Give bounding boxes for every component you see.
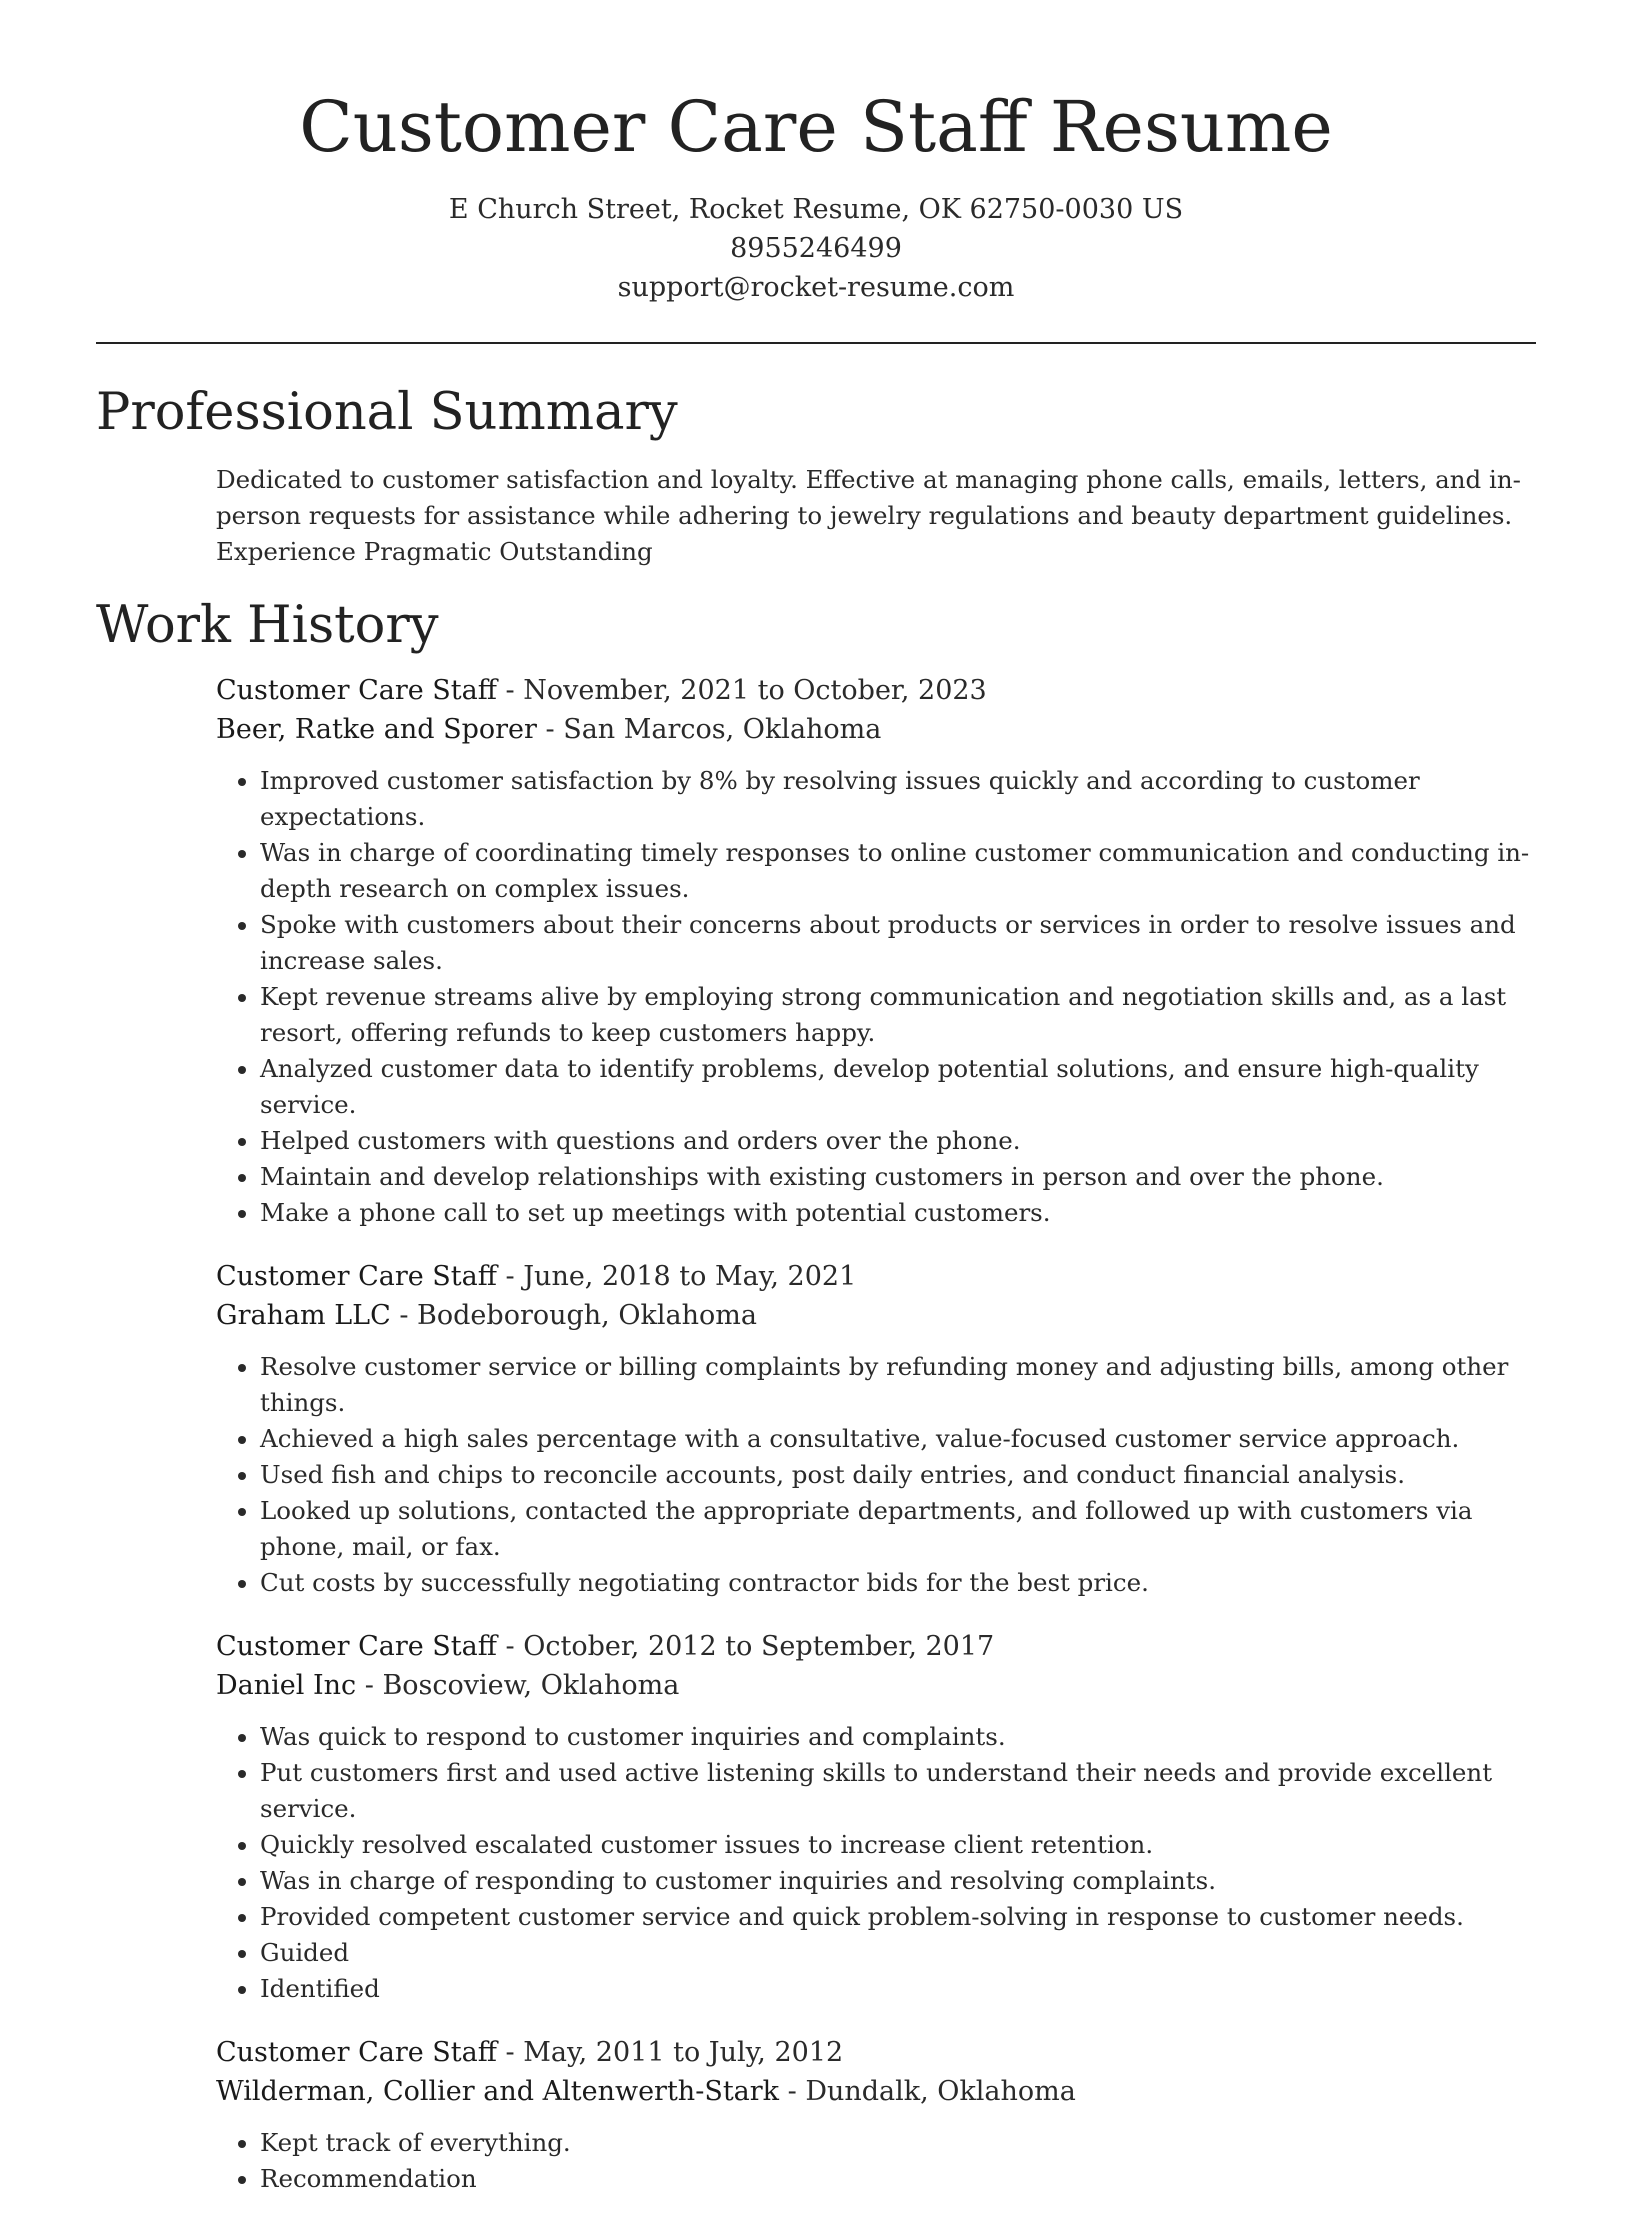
job-title: Customer Care Staff (216, 1631, 497, 1662)
list-item: • Identified (260, 1971, 1536, 2007)
list-item: • Kept track of everything. (260, 2125, 1536, 2161)
company-name: Wilderman, Collier and Altenwerth-Stark (216, 2076, 780, 2107)
job-location: - Bodeborough, Oklahoma (390, 1300, 757, 1331)
job-entry (216, 2033, 1536, 2197)
job-company-line (216, 1666, 1536, 1705)
company-name: Daniel Inc (216, 1670, 357, 1701)
job-location: - Boscoview, Oklahoma (356, 1670, 680, 1701)
job-title: Customer Care Staff (216, 1261, 497, 1292)
work-history-list (216, 671, 1536, 2223)
address-text: E Church Street, Rocket Resume, OK 62750-0030 US (448, 194, 1184, 225)
job-title-line (216, 671, 1536, 710)
list-item: • Quickly resolved escalated customer issues to increase client retention. (260, 1827, 1536, 1863)
job-duties-list (216, 2125, 1536, 2197)
page-title: Customer Care Staff Resume (299, 86, 1333, 168)
list-item: • Resolve customer service or billing complaints by refunding money and adjusting bills, among other things. (260, 1349, 1536, 1421)
header-divider (96, 342, 1536, 344)
list-item: • Make a phone call to set up meetings with potential customers. (260, 1195, 1536, 1231)
job-entry (216, 1257, 1536, 1601)
company-name: Beer, Ratke and Sporer (216, 714, 537, 745)
job-company-line (216, 1296, 1536, 1335)
summary-heading: Professional Summary (96, 383, 678, 442)
list-item: • Recommendation (260, 2161, 1536, 2197)
list-item: • Guided (260, 1935, 1536, 1971)
list-item: • Cut costs by successfully negotiating contractor bids for the best price. (260, 1565, 1536, 1601)
list-item: • Was in charge of coordinating timely responses to online customer communication and conducting in-depth research on complex issues. (260, 835, 1536, 907)
company-name: Graham LLC (216, 1300, 391, 1331)
email-text: support@rocket-resume.com (617, 272, 1015, 303)
list-item: • Spoke with customers about their concerns about products or services in order to resolve issues and increase sales. (260, 907, 1536, 979)
job-location: - Dundalk, Oklahoma (779, 2076, 1076, 2107)
contact-info (0, 190, 1632, 307)
job-title: Customer Care Staff (216, 675, 497, 706)
list-item: • Was quick to respond to customer inquiries and complaints. (260, 1719, 1536, 1755)
list-item: • Improved customer satisfaction by 8% by resolving issues quickly and according to customer expectations. (260, 763, 1536, 835)
list-item: • Kept revenue streams alive by employing strong communication and negotiation skills and, as a last resort, offering refunds to keep customers happy. (260, 979, 1536, 1051)
job-entry (216, 671, 1536, 1231)
list-item: • Used fish and chips to reconcile accounts, post daily entries, and conduct financial analysis. (260, 1457, 1536, 1493)
job-duties-list (216, 763, 1536, 1231)
job-entry (216, 1627, 1536, 2007)
list-item: • Provided competent customer service and quick problem-solving in response to customer needs. (260, 1899, 1536, 1935)
job-title-line (216, 2033, 1536, 2072)
resume-header (0, 82, 1632, 307)
list-item: • Helped customers with questions and orders over the phone. (260, 1123, 1536, 1159)
list-item: • Achieved a high sales percentage with a consultative, value-focused customer service approach. (260, 1421, 1536, 1457)
phone-text: 8955246499 (730, 233, 902, 264)
list-item: • Maintain and develop relationships with existing customers in person and over the phone. (260, 1159, 1536, 1195)
job-title-line (216, 1627, 1536, 1666)
job-dates: - October, 2012 to September, 2017 (496, 1631, 995, 1662)
job-dates: - May, 2011 to July, 2012 (496, 2037, 844, 2068)
job-dates: - June, 2018 to May, 2021 (496, 1261, 857, 1292)
job-title: Customer Care Staff (216, 2037, 497, 2068)
job-duties-list (216, 1349, 1536, 1601)
job-location: - San Marcos, Oklahoma (536, 714, 882, 745)
list-item: • Analyzed customer data to identify problems, develop potential solutions, and ensure high-quality service. (260, 1051, 1536, 1123)
list-item: • Was in charge of responding to customer inquiries and resolving complaints. (260, 1863, 1536, 1899)
list-item: • Looked up solutions, contacted the appropriate departments, and followed up with customers via phone, mail, or fax. (260, 1493, 1536, 1565)
summary-text: Dedicated to customer satisfaction and loyalty. Effective at managing phone calls, emails, letters, and in-person requests for assistance while adhering to jewelry regulations and beauty department guidelines. Experience Pragmatic Outstanding (216, 465, 1521, 566)
work-history-heading: Work History (96, 596, 439, 655)
job-title-line (216, 1257, 1536, 1296)
job-company-line (216, 2072, 1536, 2111)
job-company-line (216, 710, 1536, 749)
job-duties-list (216, 1719, 1536, 2007)
job-dates: - November, 2021 to October, 2023 (496, 675, 987, 706)
list-item: • Put customers first and used active listening skills to understand their needs and provide excellent service. (260, 1755, 1536, 1827)
